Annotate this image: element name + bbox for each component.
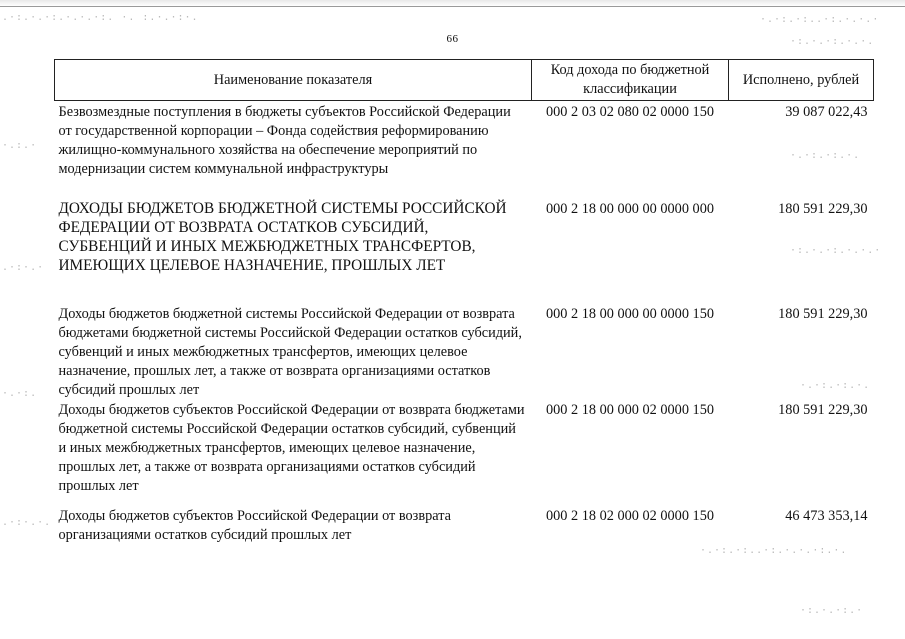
executed-amount: 180 591 229,30 [778,306,868,322]
indicator-name: Безвозмездные поступления в бюджеты субъектов Российской Федерации от государственной корпорации – Фонда содействия реформированию жилищно-коммунального хозяйства на обеспечение мероприятий по модернизации систем коммунальной инфраструктуры [58,104,511,177]
table-header-row [55,60,874,101]
executed-amount: 180 591 229,30 [778,402,868,418]
executed-amount: 39 087 022,43 [785,104,868,120]
scan-artifact: ·.·:.·:..·:.·.·.· [760,14,880,25]
table-row [55,401,874,507]
indicator-name: Доходы бюджетов субъектов Российской Федерации от возврата бюджетами бюджетной системы Российской Федерации остатков субсидий, субвенций и иных межбюджетных трансфертов, имеющих целевое назначение, прошлых лет, а также от возврата организациями остатков субсидий прошлых лет [58,402,525,494]
scan-artifact: .·:·.· [2,262,45,273]
scan-artifact: ·:.·.·:.· [800,605,864,616]
scan-artifact: ·.:.· [2,140,38,151]
header-revenue-code: Код дохода по бюджетной классификации [532,60,729,101]
table-row [55,101,874,200]
executed-amount: 180 591 229,30 [778,201,868,217]
indicator-name: ДОХОДЫ БЮДЖЕТОВ БЮДЖЕТНОЙ СИСТЕМЫ РОССИЙСКОЙ ФЕДЕРАЦИИ ОТ ВОЗВРАТА ОСТАТКОВ СУБСИДИЙ, СУБВЕНЦИЙ И ИНЫХ МЕЖБЮДЖЕТНЫХ ТРАНСФЕРТОВ, ИМЕЮЩИХ ЦЕЛЕВОЕ НАЗНАЧЕНИЕ, ПРОШЛЫХ ЛЕТ [58,200,507,274]
revenue-code: 000 2 18 02 000 02 0000 150 [546,508,714,524]
page-number: 66 [446,33,459,45]
table-row [55,199,874,305]
scan-artifact: ·.·:.·:.·. [790,150,861,161]
revenue-code: 000 2 18 00 000 02 0000 150 [546,402,714,418]
scan-artifact: .·:·.·. [2,517,52,528]
header-indicator-name: Наименование показателя [55,60,532,101]
revenue-code: 000 2 18 00 000 00 0000 150 [546,306,714,322]
executed-amount: 46 473 353,14 [785,508,868,524]
revenue-code: 000 2 18 00 000 00 0000 000 [546,201,714,217]
scan-artifact: ·.·:.·:..·:.·.·.·:.·. [700,545,848,556]
indicator-name: Доходы бюджетов бюджетной системы Российской Федерации от возврата бюджетами бюджетной системы Российской Федерации остатков субсидий, субвенций и иных межбюджетных трансфертов, имеющих целевое назначение, прошлых лет, а также от возврата организациями остатков субсидий прошлых лет [58,306,522,398]
indicator-name: Доходы бюджетов субъектов Российской Федерации от возврата организациями остатков субсидий прошлых лет [58,508,451,543]
scan-artifact: ·:.·.·:.·.·. [790,36,875,47]
revenue-code: 000 2 03 02 080 02 0000 150 [546,104,714,120]
table-row [55,305,874,401]
scan-artifact: ·.·:.·:.·. [800,380,871,391]
header-executed-amount: Исполнено, рублей [729,60,874,101]
scan-edge [0,0,905,7]
scan-artifact: ·.·:. [2,388,38,399]
scan-artifact: ·:.·.·:.·.·.· [790,245,882,256]
revenue-table [54,59,874,547]
scan-artifact: .·:.·.·:.·.·.·:. ·. :.·.·:·. [2,12,199,23]
table-row [55,507,874,547]
